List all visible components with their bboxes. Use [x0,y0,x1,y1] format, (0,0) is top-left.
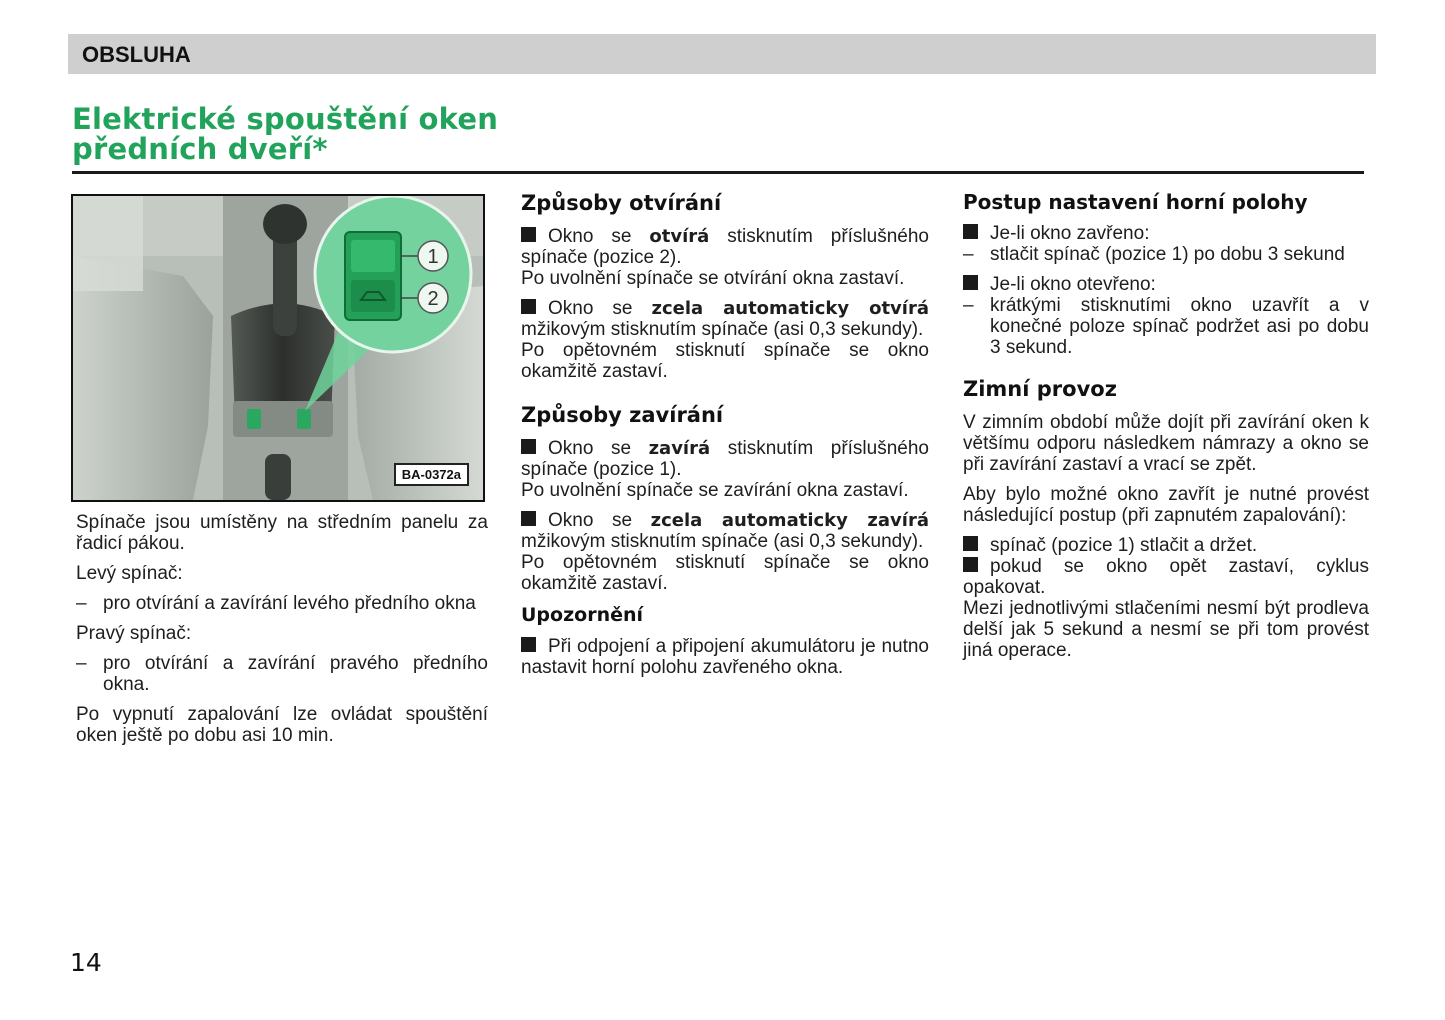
square-bullet [521,299,536,314]
winter-step-1 [963,535,1369,556]
section-header-bar [68,34,1376,74]
switch-closeup-upper [351,240,395,272]
warning-heading: Upozornění [521,604,644,626]
winter-step-1-text: spínač (pozice 1) stlačit a držet. [990,535,1258,556]
square-bullet [521,637,536,652]
section-title: OBSLUHA [82,42,191,67]
closing-item-2-pre: Okno se [548,510,651,531]
closing-item-1-cont: Po uvolnění spínače se zavírání okna zastaví. [521,480,909,501]
opening-item-2-post: mžikovým stisknutím spínače (asi 0,3 sekundy). [521,319,924,340]
opening-item-2-cont: Po opětovném stisknutí spínače se okno okamžitě zastaví. [521,340,929,382]
square-bullet [963,275,978,290]
right-column [963,190,1369,670]
closing-item-2-post: mžikovým stisknutím spínače (asi 0,3 sekundy). [521,531,924,552]
closing-item-2-keyword: zcela automaticky zavírá [650,510,929,531]
handbrake-lever [265,454,291,500]
right-switch-label: Pravý spínač: [76,623,192,644]
left-window-switch [247,409,261,429]
closing-item-2-cont: Po opětovném stisknutí spínače se okno okamžitě zastaví. [521,552,929,594]
winter-step-2-text: pokud se okno opět zastaví, cyklus opakovat. [963,556,1369,598]
car-console-illustration [73,196,483,500]
warning-body: Při odpojení a připojení akumulátoru je nutno nastavit horní polohu zavřeného okna. [521,636,929,678]
closing-item-1-post: stisknutím příslušného spínače (pozice 1). [521,438,929,480]
opening-item-1 [521,226,929,268]
callout-number-2: 2 [427,288,439,310]
dash-bullet: – [76,593,87,614]
right-switch-text: pro otvírání a zavírání pravého předního okna. [103,653,488,695]
closing-heading: Způsoby zavírání [521,403,724,427]
square-bullet [521,511,536,526]
page-title [72,104,498,164]
winter-paragraph-2: Aby bylo možné okno zavřít je nutné provést následující postup (při zapnutém zapalování): [963,484,1369,526]
opening-item-1-keyword: otvírá [649,226,710,247]
closing-item-1-pre: Okno se [548,438,649,459]
open-window-step: krátkými stisknutími okno uzavřít a v konečné poloze spínač podržet asi po dobu 3 sekund. [990,295,1369,358]
left-seat [73,256,213,500]
opening-heading: Způsoby otvírání [521,191,722,215]
figure-label: BA-0372a [394,463,469,486]
winter-step-note: Mezi jednotlivými stlačeními nesmí být prodleva delší jak 5 sekund a nesmí se při tom provést jiná operace. [963,598,1369,661]
warning-text [521,636,929,678]
square-bullet [521,227,536,242]
page-number: 14 [70,948,102,977]
opening-item-2-keyword: zcela automaticky otvírá [651,298,929,319]
closed-window-label [963,223,1369,244]
closing-item-2 [521,510,929,552]
square-bullet [521,439,536,454]
closed-window-item [963,244,1369,265]
dash-bullet: – [76,653,87,674]
switch-location-text: Spínače jsou umístěny na středním panelu za řadicí pákou. [76,512,488,554]
switch-closeup-lower [351,280,395,312]
opening-item-1-post: stisknutím příslušného spínače (pozice 2). [521,226,929,268]
ignition-note: Po vypnutí zapalování lze ovládat spouštění oken ještě po dobu asi 10 min. [76,704,488,746]
open-window-text: Je-li okno otevřeno: [990,274,1156,295]
right-window-switch [297,409,311,429]
closing-item-1 [521,438,929,480]
square-bullet [963,224,978,239]
page-title-line-1: Elektrické spouštění oken [72,102,499,136]
open-window-item [963,295,1369,358]
opening-item-2-pre: Okno se [548,298,652,319]
closing-item-1-keyword: zavírá [648,438,711,459]
left-column [76,512,488,755]
callout-number-1: 1 [427,246,439,268]
title-divider [72,171,1364,174]
right-switch-item [76,653,488,695]
left-switch-label: Levý spínač: [76,563,183,584]
closed-window-text: Je-li okno zavřeno: [990,223,1150,244]
switch-location-figure [71,194,485,502]
opening-item-2 [521,298,929,340]
middle-column [521,190,929,687]
left-switch-text: pro otvírání a zavírání levého předního okna [103,593,476,614]
dash-bullet: – [963,244,974,265]
opening-item-1-cont: Po uvolnění spínače se otvírání okna zastaví. [521,268,905,289]
left-pedal [73,196,143,291]
dash-bullet: – [963,295,974,316]
left-switch-item [76,593,488,614]
square-bullet [963,536,978,551]
winter-step-2 [963,556,1369,598]
page-title-line-2: předních dveří* [72,132,328,166]
winter-heading: Zimní provoz [963,377,1117,401]
closed-window-step: stlačit spínač (pozice 1) po dobu 3 sekund [990,244,1345,265]
winter-paragraph-1: V zimním období může dojít při zavírání oken k většímu odporu následkem námrazy a okno se při zavírání zastaví a vrací se zpět. [963,412,1369,475]
gear-knob [263,204,307,244]
setup-heading: Postup nastavení horní polohy [963,190,1308,214]
opening-item-1-pre: Okno se [548,226,650,247]
square-bullet [963,557,978,572]
open-window-label [963,274,1369,295]
